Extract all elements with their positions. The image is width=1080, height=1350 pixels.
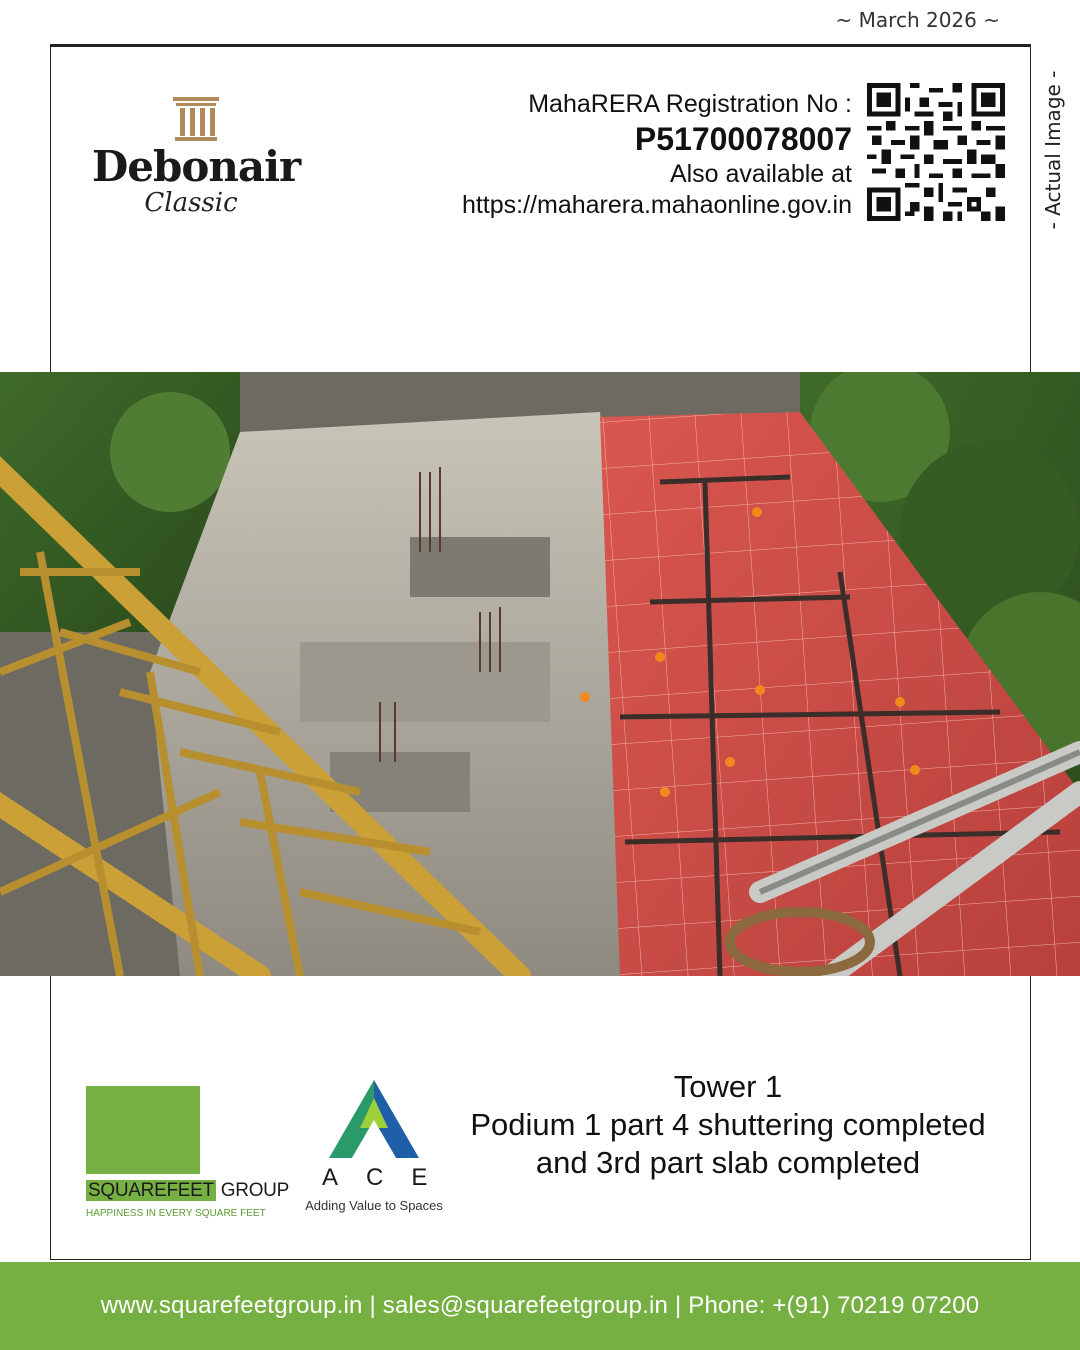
squarefeet-group-logo	[86, 1086, 289, 1219]
green-square-icon	[86, 1086, 200, 1174]
progress-status	[436, 1068, 1020, 1182]
qr-code-icon[interactable]	[867, 83, 1005, 221]
partner-tagline: Adding Value to Spaces	[305, 1198, 443, 1213]
rera-available-label: Also available at	[669, 160, 852, 188]
footer-bar	[0, 1262, 1080, 1350]
construction-site-photo	[0, 372, 1080, 976]
brand-name: Debonair	[91, 142, 301, 191]
status-tower: Tower 1	[673, 1069, 783, 1104]
developer-tagline: HAPPINESS IN EVERY SQUARE FEET	[86, 1208, 266, 1219]
status-line-2: Podium 1 part 4 shuttering completed	[470, 1107, 986, 1142]
pillars-icon	[171, 96, 221, 142]
status-line-3: and 3rd part slab completed	[535, 1145, 921, 1180]
partner-name: ACE	[322, 1164, 456, 1191]
actual-image-label: - Actual Image -	[1041, 70, 1065, 230]
date-label: ~ March 2026 ~	[835, 8, 1000, 32]
developer-name: SQUAREFEET GROUP	[88, 1180, 289, 1201]
ace-triangle-icon	[324, 1080, 424, 1160]
contact-info[interactable]: www.squarefeetgroup.in | sales@squarefeetgroup.in | Phone: +(91) 70219 07200	[100, 1292, 980, 1319]
debonair-classic-logo	[86, 96, 306, 226]
ace-logo	[296, 1080, 456, 1220]
rera-number: P51700078007	[634, 121, 852, 157]
rera-info	[462, 88, 852, 220]
rera-label: MahaRERA Registration No :	[528, 90, 852, 118]
rera-url[interactable]: https://maharera.mahaonline.gov.in	[461, 191, 852, 219]
brand-sub: Classic	[144, 188, 238, 218]
